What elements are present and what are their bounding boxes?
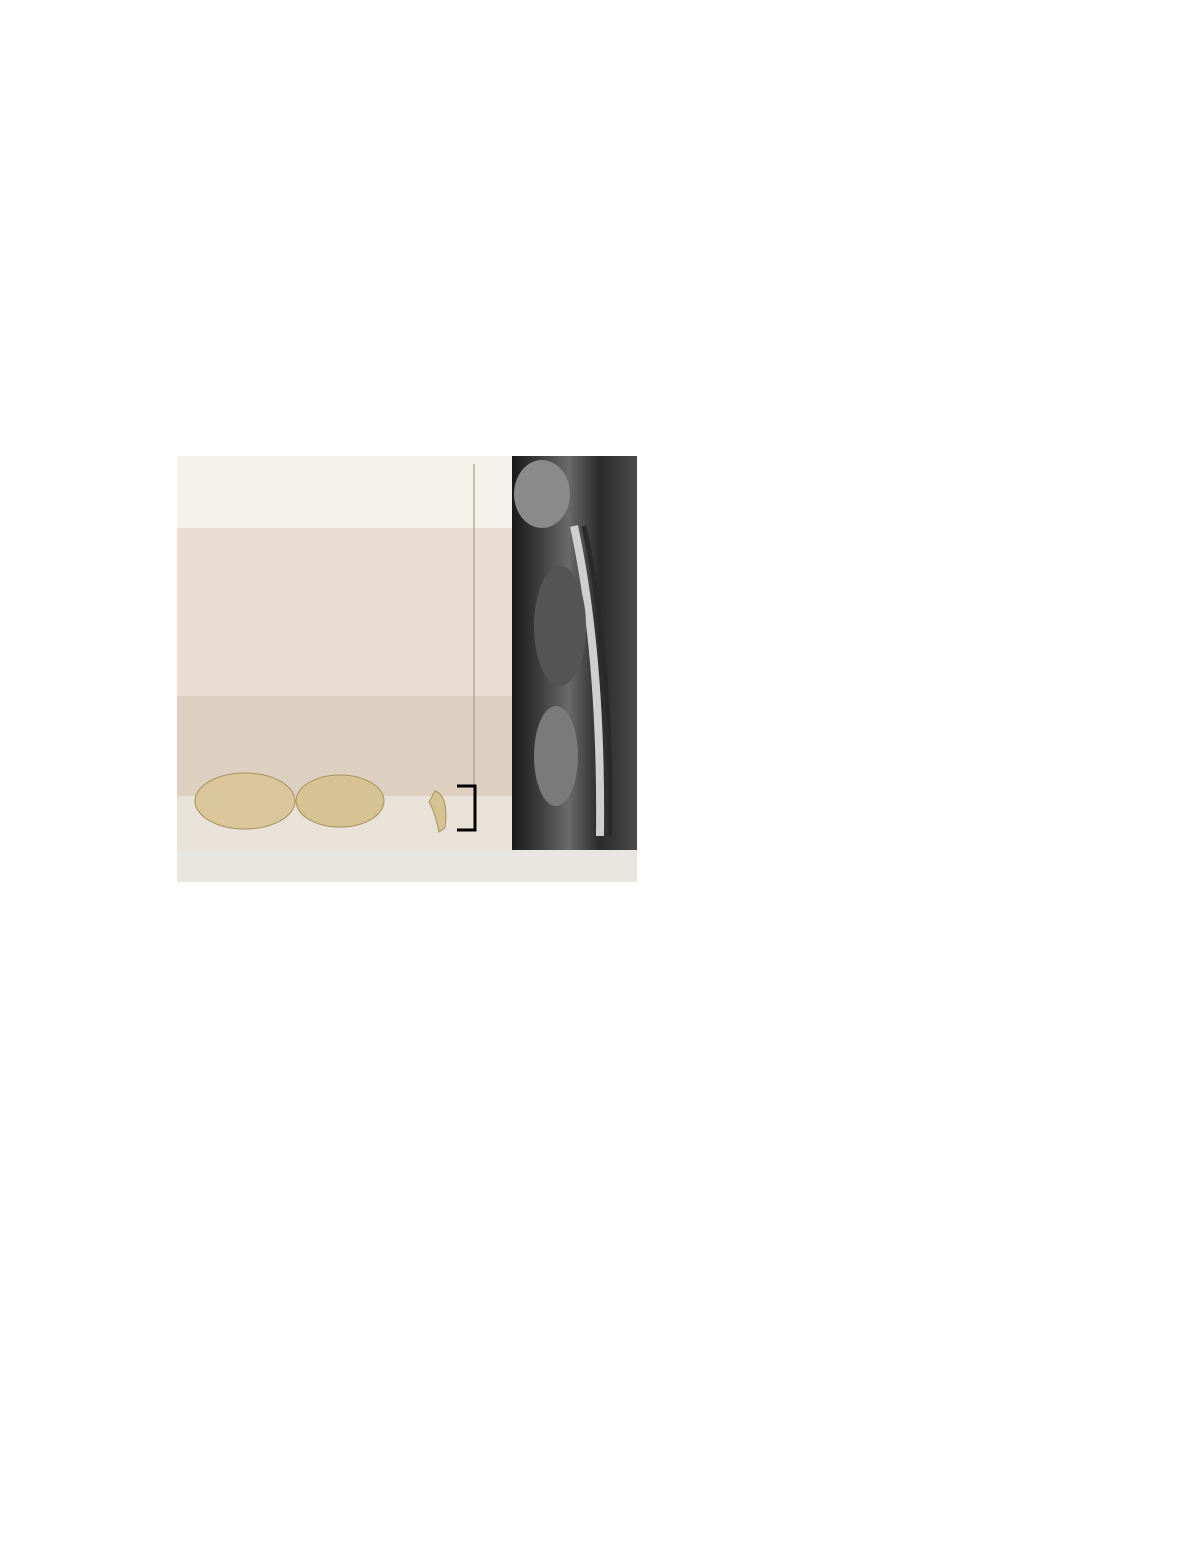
paragraph-regions <box>166 360 1046 397</box>
mri-spinal-column <box>574 526 600 836</box>
mri-abdomen-shape <box>534 706 578 806</box>
mri-head-shape <box>514 460 570 528</box>
figure1-caption <box>177 850 637 882</box>
spine-views-figure <box>177 456 637 882</box>
colored-spine-svg <box>660 460 900 880</box>
colored-spine-figure <box>660 460 900 880</box>
mri-image <box>512 456 637 850</box>
pelvic-bracket <box>457 786 475 830</box>
mri-thorax-shape <box>534 566 586 686</box>
spine-drawings <box>177 456 512 850</box>
anterior-pelvis-shape <box>195 773 295 829</box>
mri-shapes <box>512 456 637 850</box>
paragraph-definition <box>166 228 1046 302</box>
lateral-sacrum-shape <box>429 791 446 832</box>
posterior-pelvis-shape <box>296 775 384 827</box>
paragraph-curvatures <box>166 900 966 937</box>
